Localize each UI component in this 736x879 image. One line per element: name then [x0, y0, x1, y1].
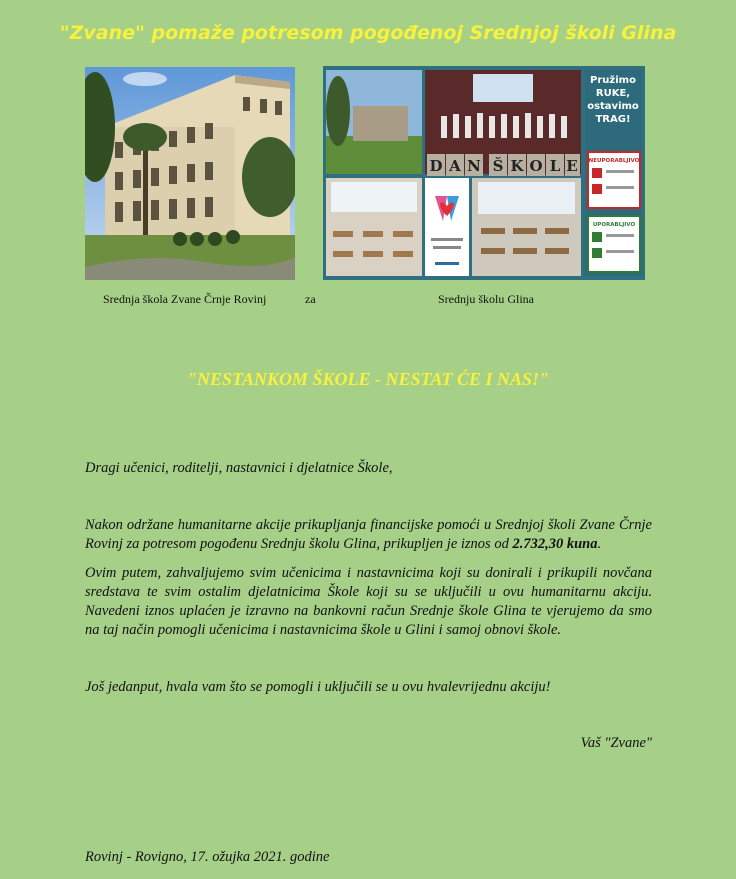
- letter-paragraph-2: Ovim putem, zahvaljujemo svim učenicima i nastavnicima koji su donirali i prikupili novčana sredstava te svim ostalim djelatnicima Škole koji su se uključili u ovu humanitarnu akciju. Navedeni iznos uplaćen je izravno na bankovni račun Srednje škole Glina te vjerujemo da smo na taj način pomogli učenicima i nastavnicima škole u Glini i samoj obnovi škole.: [85, 565, 652, 638]
- collage-image: [323, 66, 645, 280]
- dan-skole-banner: [427, 154, 580, 176]
- poster-text: Pružimo: [590, 75, 636, 86]
- letter-paragraph-1: [85, 516, 652, 554]
- poster-text: ostavimo: [587, 101, 639, 112]
- school-building-photo: [85, 67, 295, 280]
- banner-letter: L: [549, 157, 561, 175]
- letter-greeting: Dragi učenici, roditelji, nastavnici i djelatnice Škole,: [85, 460, 393, 476]
- banner-letter: D: [429, 157, 443, 175]
- signature: Vaš "Zvane": [580, 735, 652, 751]
- caption-right: Srednju školu Glina: [438, 292, 534, 306]
- donation-amount: 2.732,30 kuna: [512, 536, 598, 552]
- poster-text: TRAG!: [595, 114, 631, 125]
- box2-title: UPORABLJIVO: [592, 222, 636, 228]
- banner-letter: N: [467, 157, 481, 175]
- banner-letter: Š: [492, 157, 504, 175]
- caption-left: Srednja škola Zvane Črnje Rovinj: [103, 292, 267, 306]
- poster-text: RUKE,: [595, 88, 631, 99]
- page-title: "Zvane" pomaže potresom pogođenoj Srednjoj školi Glina: [59, 22, 677, 44]
- banner-letter: A: [449, 157, 461, 175]
- box1-title: NEUPORABLJIVO: [588, 158, 640, 164]
- slogan: "NESTANKOM ŠKOLE - NESTAT ĆE I NAS!": [186, 369, 550, 389]
- caption-middle: za: [305, 292, 316, 306]
- p1-end: .: [597, 536, 602, 552]
- banner-letter: E: [566, 157, 578, 175]
- place-date: Rovinj - Rovigno, 17. ožujka 2021. godine: [85, 849, 330, 865]
- banner-letter: O: [529, 157, 543, 175]
- banner-letter: K: [510, 157, 524, 175]
- letter-paragraph-3: Još jedanput, hvala vam što se pomogli i uključili se u ovu hvalevrijednu akciju!: [85, 679, 551, 695]
- p1-text: Nakon održane humanitarne akcije prikupljanja financijske pomoći u Srednjoj školi Zvane Črnje Rovinj za potresom pogođenu Srednju školu Glina, prikupljen je iznos od: [85, 517, 652, 552]
